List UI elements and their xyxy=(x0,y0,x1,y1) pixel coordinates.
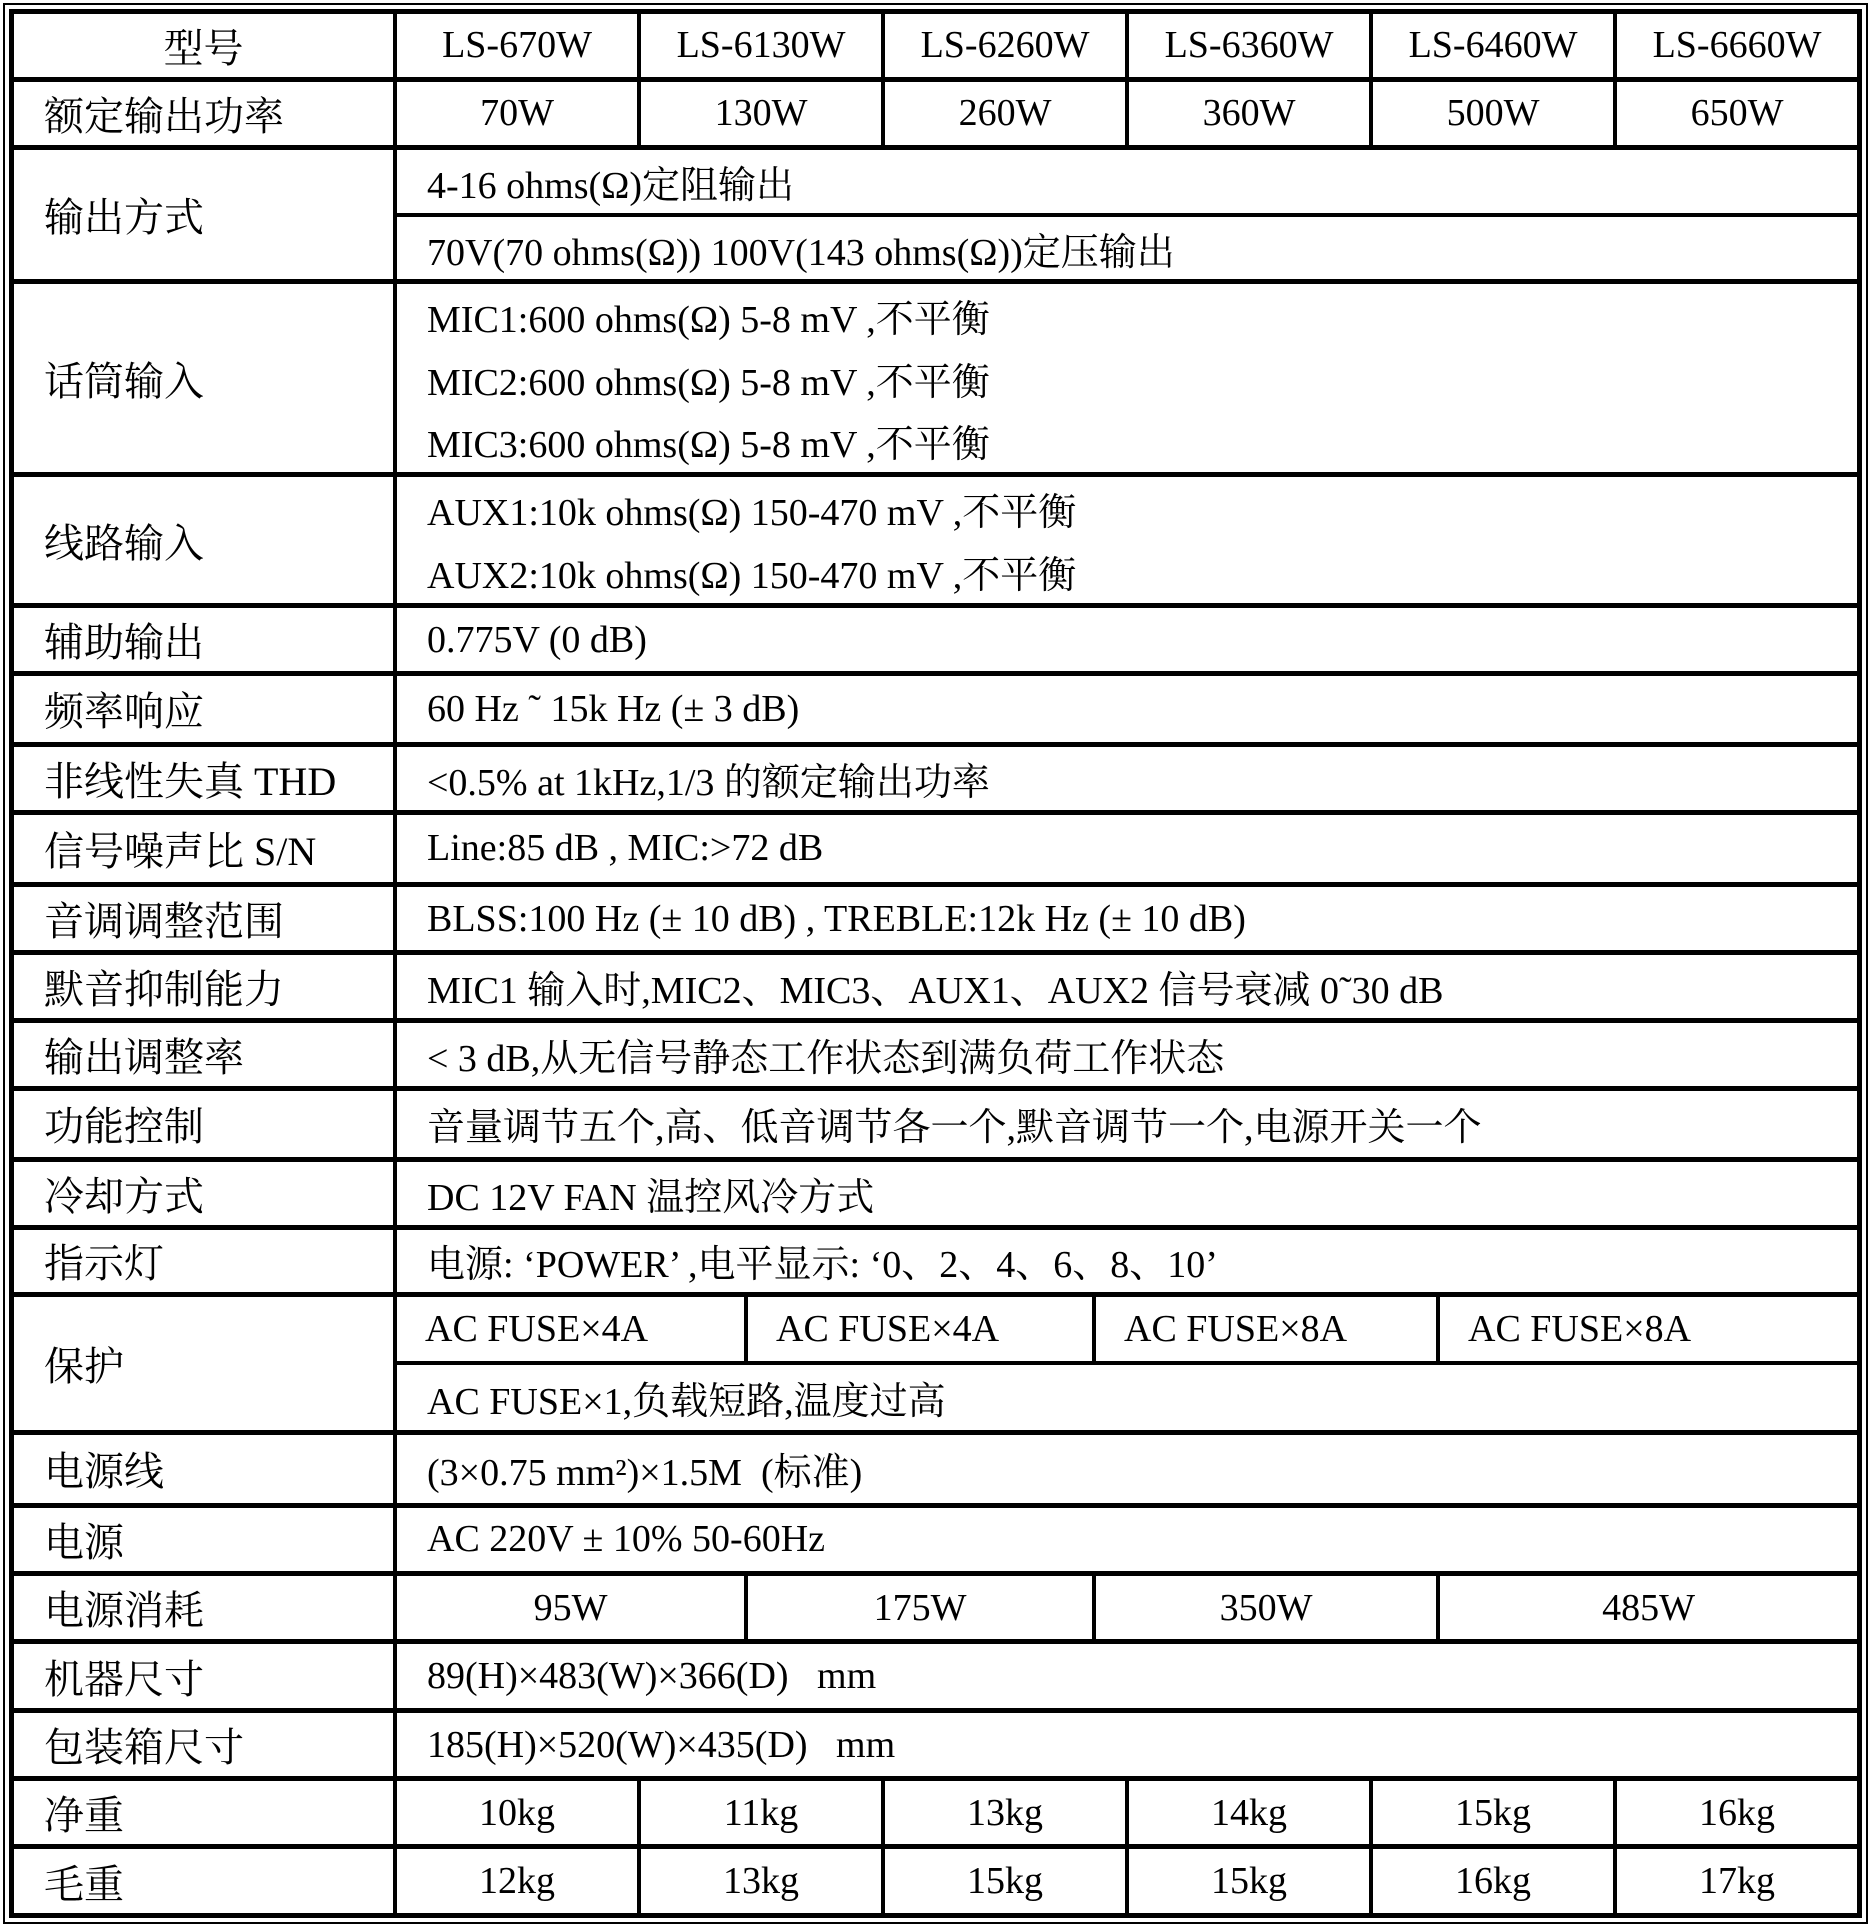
row-label: 辅助输出 xyxy=(14,608,397,671)
row-power-cord xyxy=(14,1430,1857,1503)
rated-power-value: 70W xyxy=(480,92,554,135)
row-output-mode xyxy=(14,145,1857,280)
row-label: 功能控制 xyxy=(14,1091,397,1157)
power-consumption-cells xyxy=(397,1576,1857,1640)
row-label: 冷却方式 xyxy=(14,1162,397,1225)
mic-input-line: MIC2:600 ohms(Ω) 5-8 mV ,不平衡 xyxy=(427,361,990,404)
model-name: LS-6660W xyxy=(1613,14,1857,77)
net-weight-value: 13kg xyxy=(881,1781,1125,1844)
gross-weight-value: 12kg xyxy=(479,1860,555,1903)
net-weight-value: 11kg xyxy=(637,1781,881,1844)
consumption-value: 175W xyxy=(744,1576,1092,1640)
gross-weight-cells xyxy=(397,1849,1857,1913)
row-cooling xyxy=(14,1157,1857,1225)
row-net-weight xyxy=(14,1776,1857,1844)
line-input-line: AUX1:10k ohms(Ω) 150-470 mV ,不平衡 xyxy=(427,492,1077,535)
spec-table-frame xyxy=(3,3,1868,1924)
model-name: LS-6460W xyxy=(1369,14,1613,77)
row-label: 净重 xyxy=(14,1781,397,1844)
model-name: LS-6260W xyxy=(881,14,1125,77)
protection-note: AC FUSE×1,负载短路,温度过高 xyxy=(397,1361,1857,1430)
row-label: 话筒输入 xyxy=(14,284,397,472)
row-label: 音调调整范围 xyxy=(14,887,397,950)
mic-input-line: MIC1:600 ohms(Ω) 5-8 mV ,不平衡 xyxy=(427,299,990,342)
consumption-value: 350W xyxy=(1092,1576,1436,1640)
row-protection xyxy=(14,1292,1857,1430)
function-control-value: 音量调节五个,高、低音调节各一个,默音调节一个,电源开关一个 xyxy=(427,1107,1482,1150)
row-freq-response xyxy=(14,671,1857,742)
protection-fuse-row xyxy=(397,1297,1857,1362)
row-output-regulation xyxy=(14,1018,1857,1086)
output-regulation-value: < 3 dB,从无信号静态工作状态到满负荷工作状态 xyxy=(427,1038,1225,1081)
gross-weight-value: 13kg xyxy=(637,1849,881,1913)
tone-range-value: BLSS:100 Hz (± 10 dB) , TREBLE:12k Hz (± 10 dB) xyxy=(427,897,1246,940)
row-unit-size xyxy=(14,1639,1857,1708)
row-label: 线路输入 xyxy=(14,477,397,603)
gross-weight-value: 17kg xyxy=(1613,1849,1857,1913)
rated-power-value: 650W xyxy=(1613,82,1857,145)
row-mute-suppression xyxy=(14,950,1857,1018)
rated-power-value: 130W xyxy=(637,82,881,145)
row-label: 电源 xyxy=(14,1508,397,1571)
consumption-value: 95W xyxy=(533,1586,608,1629)
consumption-value: 485W xyxy=(1436,1576,1857,1640)
model-name: LS-6130W xyxy=(637,14,881,77)
row-snr xyxy=(14,810,1857,883)
row-label: 机器尺寸 xyxy=(14,1644,397,1708)
row-label: 输出方式 xyxy=(14,150,397,280)
snr-value: Line:85 dB , MIC:>72 dB xyxy=(427,827,824,870)
row-label: 毛重 xyxy=(14,1849,397,1913)
row-line-input xyxy=(14,472,1857,603)
rated-power-value: 260W xyxy=(881,82,1125,145)
row-aux-output xyxy=(14,603,1857,671)
protection-cells xyxy=(397,1297,1857,1430)
output-mode-cells xyxy=(397,150,1857,280)
row-package-size xyxy=(14,1708,1857,1776)
model-name: LS-6360W xyxy=(1125,14,1369,77)
package-size-value: 185(H)×520(W)×435(D) mm xyxy=(427,1723,896,1766)
fuse-cells xyxy=(397,1297,1857,1362)
output-mode-line: 4-16 ohms(Ω)定阻输出 xyxy=(427,164,795,207)
row-gross-weight xyxy=(14,1844,1857,1913)
row-label: 型号 xyxy=(14,14,397,77)
cooling-value: DC 12V FAN 温控风冷方式 xyxy=(427,1176,875,1219)
model-name: LS-670W xyxy=(442,24,592,67)
fuse-value: AC FUSE×8A xyxy=(1436,1297,1857,1362)
net-weight-value: 10kg xyxy=(479,1791,555,1834)
gross-weight-value: 15kg xyxy=(1125,1849,1369,1913)
row-label: 非线性失真 THD xyxy=(14,747,397,810)
row-label: 保护 xyxy=(14,1297,397,1430)
indicators-value: 电源: ‘POWER’ ,电平显示: ‘0、2、4、6、8、10’ xyxy=(427,1244,1218,1287)
net-weight-value: 15kg xyxy=(1369,1781,1613,1844)
net-weight-value: 14kg xyxy=(1125,1781,1369,1844)
row-label: 额定输出功率 xyxy=(14,82,397,145)
mic-input-line: MIC3:600 ohms(Ω) 5-8 mV ,不平衡 xyxy=(427,424,990,467)
mic-input-cell xyxy=(397,284,1857,472)
rated-power-value: 360W xyxy=(1125,82,1369,145)
row-power-consumption xyxy=(14,1571,1857,1640)
fuse-value: AC FUSE×8A xyxy=(1092,1297,1436,1362)
row-model xyxy=(14,14,1857,77)
net-weight-value: 16kg xyxy=(1613,1781,1857,1844)
power-cord-value: (3×0.75 mm²)×1.5M (标准) xyxy=(427,1452,863,1495)
row-label: 电源线 xyxy=(14,1435,397,1503)
consumption-cells xyxy=(397,1576,1857,1640)
row-indicators xyxy=(14,1225,1857,1292)
row-function-control xyxy=(14,1086,1857,1157)
aux-output-value: 0.775V (0 dB) xyxy=(427,618,647,661)
row-label: 电源消耗 xyxy=(14,1576,397,1640)
unit-size-value: 89(H)×483(W)×366(D) mm xyxy=(427,1655,877,1698)
row-label: 默音抑制能力 xyxy=(14,955,397,1018)
row-rated-power xyxy=(14,77,1857,145)
row-label: 信号噪声比 S/N xyxy=(14,815,397,883)
row-mic-input xyxy=(14,279,1857,472)
model-cells xyxy=(397,14,1857,77)
fuse-value: AC FUSE×4A xyxy=(425,1308,649,1351)
row-label: 包装箱尺寸 xyxy=(14,1713,397,1776)
freq-response-value: 60 Hz ˜ 15k Hz (± 3 dB) xyxy=(427,687,800,730)
row-power-supply xyxy=(14,1503,1857,1571)
output-mode-line: 70V(70 ohms(Ω)) 100V(143 ohms(Ω))定压输出 xyxy=(397,213,1857,280)
mute-suppression-value: MIC1 输入时,MIC2、MIC3、AUX1、AUX2 信号衰减 0˜30 dB xyxy=(427,970,1444,1013)
rated-power-value: 500W xyxy=(1369,82,1613,145)
line-input-line: AUX2:10k ohms(Ω) 150-470 mV ,不平衡 xyxy=(427,555,1077,598)
fuse-value: AC FUSE×4A xyxy=(744,1297,1092,1362)
spec-table xyxy=(9,9,1862,1918)
row-label: 输出调整率 xyxy=(14,1023,397,1086)
row-label: 频率响应 xyxy=(14,676,397,742)
row-tone-range xyxy=(14,882,1857,950)
power-supply-value: AC 220V ± 10% 50-60Hz xyxy=(427,1518,826,1561)
rated-power-cells xyxy=(397,82,1857,145)
row-label: 指示灯 xyxy=(14,1230,397,1292)
net-weight-cells xyxy=(397,1781,1857,1844)
line-input-cell xyxy=(397,477,1857,603)
row-thd xyxy=(14,742,1857,810)
gross-weight-value: 15kg xyxy=(881,1849,1125,1913)
thd-value: <0.5% at 1kHz,1/3 的额定输出功率 xyxy=(427,761,990,804)
gross-weight-value: 16kg xyxy=(1369,1849,1613,1913)
